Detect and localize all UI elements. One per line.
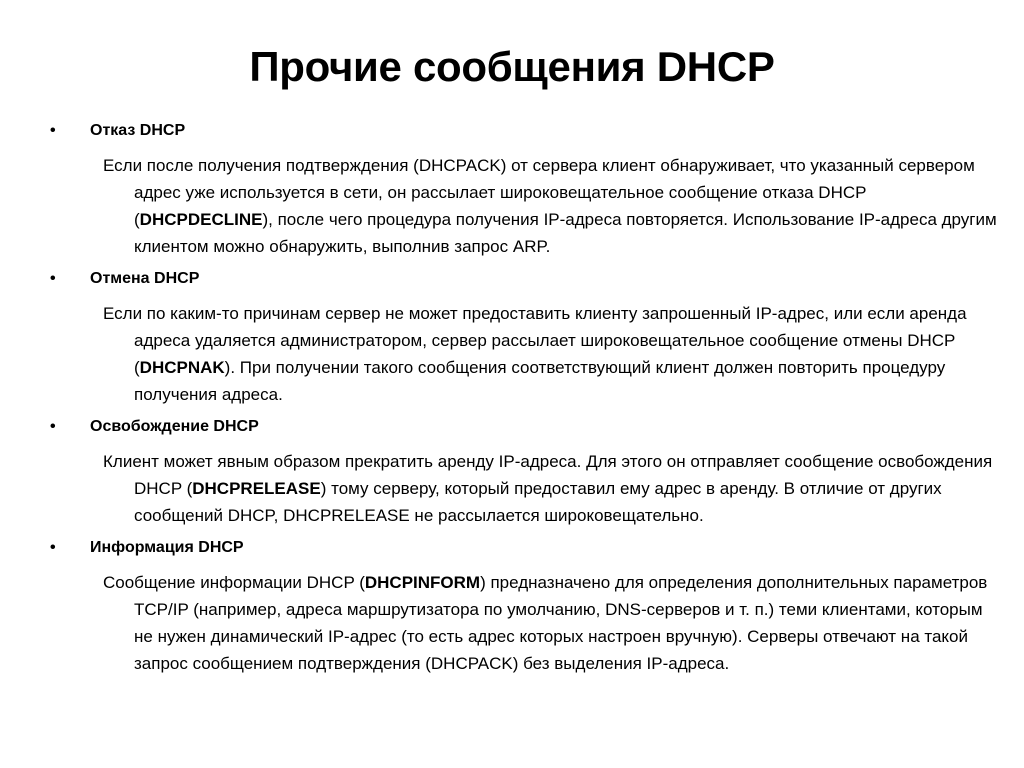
body-text-before: Клиент может явным образом прекратить аренду IP-адреса. Для этого он отправляет сообщение освобождения DHCP (: [103, 452, 993, 498]
section-heading: [50, 535, 1000, 561]
body-text-after: ) тому серверу, который предоставил ему адрес в аренду. В отличие от других сообщений DHCP, DHCPRELEASE не рассылается широковещательно.: [134, 479, 942, 525]
heading-label: Отказ DHCP: [90, 122, 186, 139]
body-text-before: Сообщение информации DHCP (: [103, 573, 365, 592]
message-name: DHCPRELEASE: [192, 479, 321, 498]
body-text-after: ). При получении такого сообщения соответствующий клиент должен повторить процедуру получения адреса.: [134, 358, 946, 404]
section-inform: [50, 535, 1000, 677]
message-name: DHCPINFORM: [364, 573, 481, 592]
section-heading: [50, 414, 1000, 440]
bullet-icon: •: [50, 270, 56, 287]
section-body: [103, 569, 1000, 677]
bullet-icon: •: [50, 122, 56, 139]
body-text-before: Если после получения подтверждения (DHCPACK) от сервера клиент обнаруживает, что указанный сервером адрес уже используется в сети, он рассылает широковещательное сообщение отказа DHCP (: [103, 156, 975, 229]
message-name: DHCPNAK: [139, 358, 225, 377]
section-decline: [50, 118, 1000, 260]
heading-label: Информация DHCP: [90, 539, 244, 556]
message-name: DHCPDECLINE: [139, 210, 263, 229]
heading-label: Освобождение DHCP: [90, 418, 259, 435]
bullet-icon: •: [50, 418, 56, 435]
heading-label: Отмена DHCP: [90, 270, 200, 287]
section-body: [103, 448, 1000, 529]
bullet-icon: •: [50, 539, 56, 556]
section-body: [103, 152, 1000, 260]
slide-title: Прочие сообщения DHCP: [249, 43, 775, 90]
section-heading: [50, 266, 1000, 292]
body-text-before: Если по каким-то причинам сервер не может предоставить клиенту запрошенный IP-адрес, или если аренда адреса удаляется администратором, сервер рассылает широковещательное сообщение отмены DHCP (: [103, 304, 967, 377]
slide-content: [50, 118, 1000, 683]
section-nak: [50, 266, 1000, 408]
section-release: [50, 414, 1000, 529]
section-body: [103, 300, 1000, 408]
body-text-after: ) предназначено для определения дополнительных параметров TCP/IP (например, адреса маршрутизатора по умолчанию, DNS-серверов и т. п.) теми клиентами, которым не нужен динамический IP-адрес (то есть адрес которых настроен вручную). Серверы отвечают на такой запрос сообщением подтверждения (DHCPACK) без выделения IP-адреса.: [134, 573, 988, 673]
section-heading: [50, 118, 1000, 144]
body-text-after: ), после чего процедура получения IP-адреса повторяется. Использование IP-адреса другим клиентом можно обнаружить, выполнив запрос ARP.: [134, 210, 997, 256]
